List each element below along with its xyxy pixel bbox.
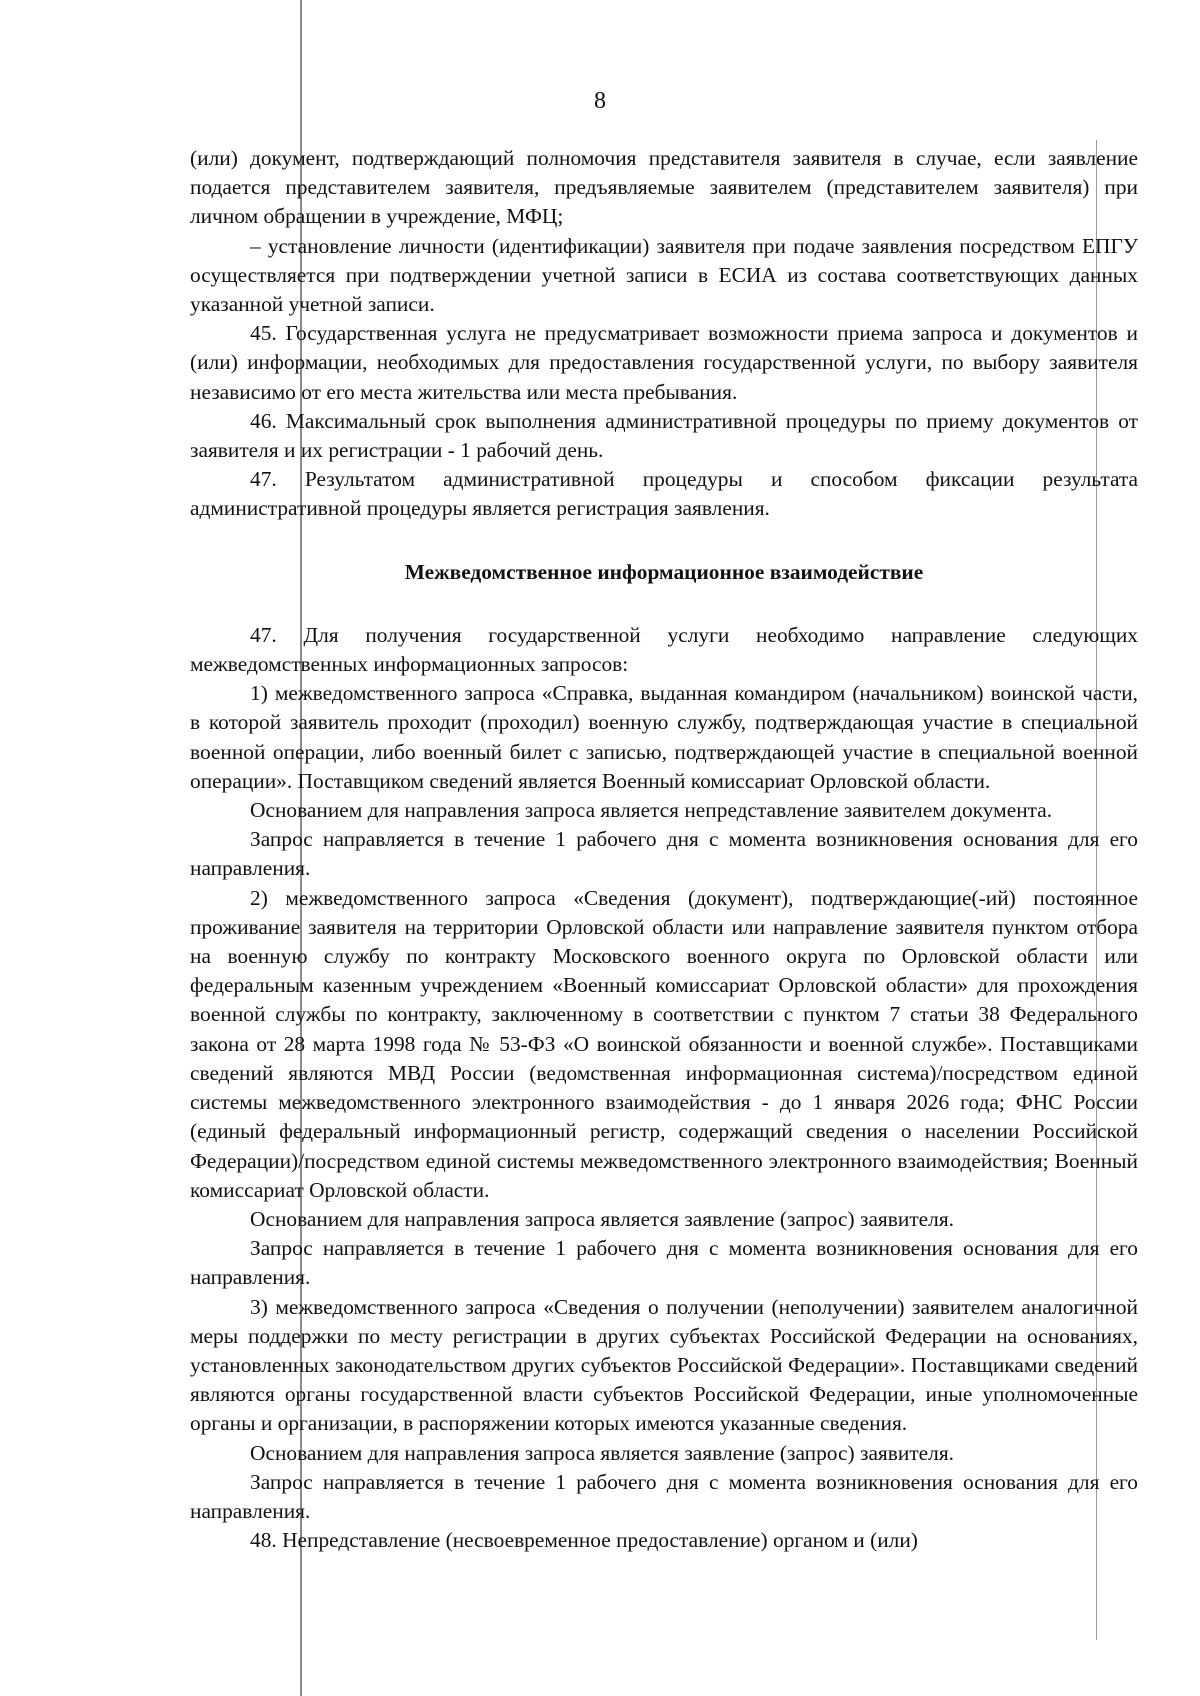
paragraph-dash: – установление личности (идентификации) заявителя при подаче заявления посредством ЕПГУ осуществляется при подтверждении учетной записи в ЕСИА из состава соответствующих данных указанной учетной записи. bbox=[190, 233, 1138, 317]
paragraph-group-top bbox=[190, 144, 1138, 524]
document-body bbox=[190, 144, 1138, 1555]
paragraph-46: 46. Максимальный срок выполнения административной процедуры по приему документов от заявителя и их регистрации - 1 рабочий день. bbox=[190, 408, 1138, 463]
paragraph-req2-basis: Основанием для направления запроса является заявление (запрос) заявителя. bbox=[250, 1206, 955, 1231]
paragraph-48: 48. Непредставление (несвоевременное предоставление) органом и (или) bbox=[250, 1528, 918, 1553]
section-heading: Межведомственное информационное взаимодействие bbox=[404, 559, 924, 584]
paragraph-req3: 3) межведомственного запроса «Сведения о получении (неполучении) заявителем аналогичной меры поддержки по месту регистрации в других субъектах Российской Федерации на основаниях, установленных законодательством других субъектов Российской Федерации». Поставщиками сведений являются органы государственной власти субъектов Российской Федерации, иные уполномоченные органы и организации, в распоряжении которых имеются указанные сведения. bbox=[190, 1294, 1138, 1436]
paragraph-req3-term: Запрос направляется в течение 1 рабочего дня с момента возникновения основания для его направления. bbox=[190, 1469, 1138, 1523]
paragraph-req3-basis: Основанием для направления запроса является заявление (запрос) заявителя. bbox=[250, 1440, 955, 1465]
paragraph-req2: 2) межведомственного запроса «Сведения (документ), подтверждающие(-ий) постоянное проживание заявителя на территории Орловской области или направление заявителя пунктом отбора на военную службу по контракту Московского военного округа по Орловской области или федеральным казенным учреждением «Военный комиссариат Орловской области» для прохождения военной службы по контракту, заключенному в соответствии с пунктом 7 статьи 38 Федерального закона от 28 марта 1998 года № 53-ФЗ «О воинской обязанности и военной службе». Поставщиками сведений являются МВД России (ведомственная информационная система)/посредством единой системы межведомственного электронного взаимодействия - до 1 января 2026 года; ФНС России (единый федеральный информационный регистр, содержащий сведения о населении Российской Федерации)/посредством единой системы межведомственного электронного взаимодействия; Военный комиссариат Орловской области. bbox=[190, 885, 1138, 1202]
paragraph-req1: 1) межведомственного запроса «Справка, выданная командиром (начальником) воинской части, в которой заявитель проходит (проходил) военную службу, подтверждающая участие в специальной военной операции, либо военный билет с записью, подтверждающей участие в специальной военной операции». Поставщиком сведений является Военный комиссариат Орловской области. bbox=[190, 681, 1138, 793]
paragraph-47b: 47. Для получения государственной услуги необходимо направление следующих межведомственных информационных запросов: bbox=[190, 622, 1138, 677]
paragraph-req2-term: Запрос направляется в течение 1 рабочего дня с момента возникновения основания для его направления. bbox=[190, 1236, 1138, 1290]
paragraph-req1-basis: Основанием для направления запроса является непредставление заявителем документа. bbox=[250, 798, 1053, 823]
paragraph-cont: (или) документ, подтверждающий полномочия представителя заявителя в случае, если заявление подается представителем заявителя, предъявляемые заявителем (представителем заявителя) при личном обращении в учреждение, МФЦ; bbox=[190, 146, 1138, 229]
paragraph-req1-term: Запрос направляется в течение 1 рабочего дня с момента возникновения основания для его направления. bbox=[190, 827, 1138, 881]
paragraph-group-bottom bbox=[190, 621, 1138, 1556]
page-number: 8 bbox=[594, 88, 606, 114]
paragraph-45: 45. Государственная услуга не предусматривает возможности приема запроса и документов и (или) информации, необходимых для предоставления государственной услуги, по выбору заявителя независимо от его места жительства или места пребывания. bbox=[190, 321, 1138, 404]
paragraph-47a: 47. Результатом административной процедуры и способом фиксации результата административной процедуры является регистрация заявления. bbox=[190, 467, 1138, 521]
